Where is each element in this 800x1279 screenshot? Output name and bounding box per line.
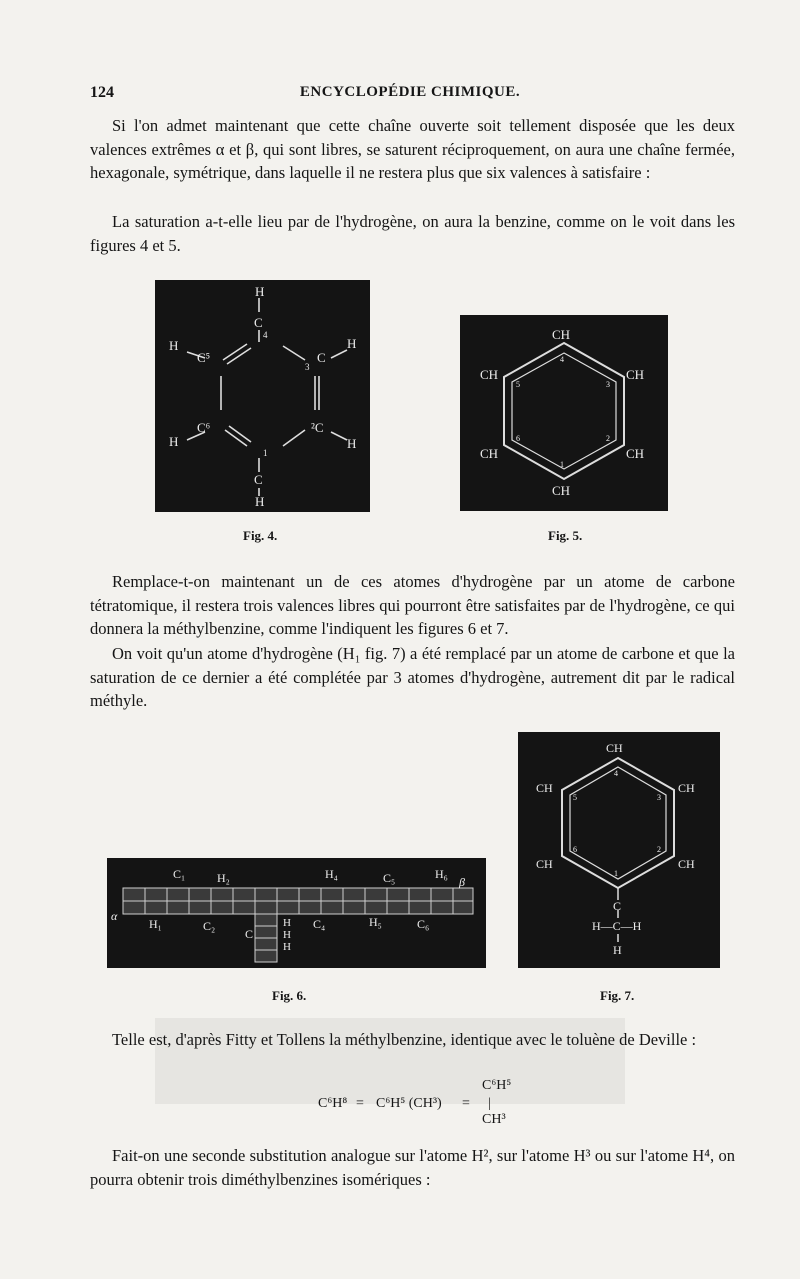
fig4-h-left-bottom: H	[169, 434, 179, 449]
fig7-n1: 1	[614, 869, 618, 878]
fig7-n2: 2	[657, 845, 661, 854]
fig4-c6: C⁶	[197, 420, 211, 435]
fig5-n4: 4	[560, 355, 564, 364]
fig5-ch-upper-left: CH	[480, 367, 499, 382]
fig7-ch-lower-right: CH	[678, 857, 695, 871]
fig6-bottom-c4: C₄	[313, 917, 326, 931]
fig5-caption: Fig. 5.	[548, 528, 583, 543]
paragraph-4: On voit qu'un atome d'hydrogène (H₁ fig. 7) a été remplacé par un atome de carbone et que la saturation de ce dernier a été complétée par 3 atomes d'hydrogène, autrement dit par le radical méthyle.	[90, 644, 735, 710]
paragraph-6: Fait-on une seconde substitution analogue sur l'atome H², sur l'atome H³ ou sur l'atome H⁴, on pourra obtenir trois diméthylbenzines isomériques :	[90, 1146, 735, 1189]
fig6-methyl-h2: H	[283, 929, 291, 941]
fig4-h-left-top: H	[169, 338, 179, 353]
fig5-n1: 1	[560, 460, 564, 469]
fig6-top-h4: H₄	[325, 867, 338, 881]
formula-eq2: =	[462, 1096, 470, 1111]
fig4-c-top: C	[254, 315, 263, 330]
page-header	[90, 84, 730, 108]
fig5-n6: 6	[516, 434, 520, 443]
fig6-beta: β	[459, 875, 465, 889]
fig6-bottom-h5: H₅	[369, 915, 382, 929]
fig6-alpha: α	[111, 909, 118, 923]
fig6-methyl-h3: H	[283, 941, 291, 953]
figure-4	[155, 280, 370, 512]
fig4-n3: 3	[305, 362, 310, 372]
fig4-c5: C⁵	[197, 350, 211, 365]
fig4-n4: 4	[263, 330, 268, 340]
fig4-c2: ²C	[311, 420, 324, 435]
figure-6	[107, 858, 486, 968]
fig6-top-c1: C₁	[173, 867, 186, 881]
formula-lhs: C⁶H⁸	[318, 1096, 348, 1111]
fig6-bottom-c2: C₂	[203, 919, 216, 933]
fig6-top-h2: H₂	[217, 871, 230, 885]
fig5-ch-lower-left: CH	[480, 446, 499, 461]
fig6-top-c5: C₅	[383, 871, 396, 885]
fig4-h-bottom: H	[255, 494, 265, 509]
fig6-top-h6: H₆	[435, 867, 448, 881]
fig6-bottom-h1: H₁	[149, 917, 162, 931]
fig7-caption: Fig. 7.	[600, 988, 635, 1003]
fig4-caption: Fig. 4.	[243, 528, 278, 543]
paragraph-3: Remplace-t-on maintenant un de ces atomes d'hydrogène par un atome de carbone tétratomique, il restera trois valences libres qui pourront être satisfaites par de l'hydrogène, ce qui donnera la méthylbenzine, comme l'indiquent les figures 6 et 7.	[90, 572, 735, 638]
fig5-ch-bottom: CH	[552, 483, 571, 498]
fig7-n4: 4	[614, 769, 618, 778]
formula-middle: C⁶H⁵ (CH³)	[376, 1096, 442, 1111]
fig5-ch-top: CH	[552, 327, 571, 342]
paragraph-2: La saturation a-t-elle lieu par de l'hydrogène, on aura la benzine, comme on le voit dans les figures 4 et 5.	[90, 212, 735, 255]
fig6-bottom-c: C	[245, 927, 254, 941]
formula-bar: |	[488, 1096, 491, 1111]
page-number: 124	[90, 84, 114, 101]
formula-top: C⁶H⁵	[482, 1078, 512, 1093]
fig4-h-right-top: H	[347, 336, 357, 351]
fig6-methyl-h1: H	[283, 917, 291, 929]
formula-bottom: CH³	[482, 1112, 506, 1127]
fig4-c3: C	[317, 350, 326, 365]
fig7-methyl-h-bottom: H	[613, 943, 622, 957]
fig5-ch-lower-right: CH	[626, 446, 645, 461]
fig7-c-methyl: C	[613, 899, 622, 913]
fig7-methyl-hch: H—C—H	[592, 919, 642, 933]
fig6-caption: Fig. 6.	[272, 988, 307, 1003]
fig5-ch-upper-right: CH	[626, 367, 645, 382]
fig7-n3: 3	[657, 793, 661, 802]
fig5-n3: 3	[606, 380, 610, 389]
formula-eq1: =	[356, 1096, 364, 1111]
fig5-n2: 2	[606, 434, 610, 443]
fig4-h-top: H	[255, 284, 265, 299]
fig7-ch-lower-left: CH	[536, 857, 553, 871]
figure-5	[460, 315, 668, 511]
fig7-ch-top: CH	[606, 741, 623, 755]
paragraph-1: Si l'on admet maintenant que cette chaîne ouverte soit tellement disposée que les deux valences extrêmes α et β, qui sont libres, se saturent réciproquement, on aura une chaîne fermée, hexagonale, symétrique, dans laquelle il ne restera plus que six valences à satisfaire :	[90, 116, 735, 182]
running-title: ENCYCLOPÉDIE CHIMIQUE.	[299, 84, 521, 100]
fig4-n1: 1	[263, 448, 268, 458]
fig4-c-bottom: C	[254, 472, 263, 487]
fig7-n6: 6	[573, 845, 577, 854]
fig7-ch-upper-right: CH	[678, 781, 695, 795]
figure-7	[518, 732, 720, 968]
paragraph-5: Telle est, d'après Fitty et Tollens la méthylbenzine, identique avec le toluène de Deville :	[112, 1030, 697, 1049]
fig6-bottom-c6: C₆	[417, 917, 430, 931]
fig7-n5: 5	[573, 793, 577, 802]
fig4-h-right-bottom: H	[347, 436, 357, 451]
fig7-ch-upper-left: CH	[536, 781, 553, 795]
fig5-n5: 5	[516, 380, 520, 389]
